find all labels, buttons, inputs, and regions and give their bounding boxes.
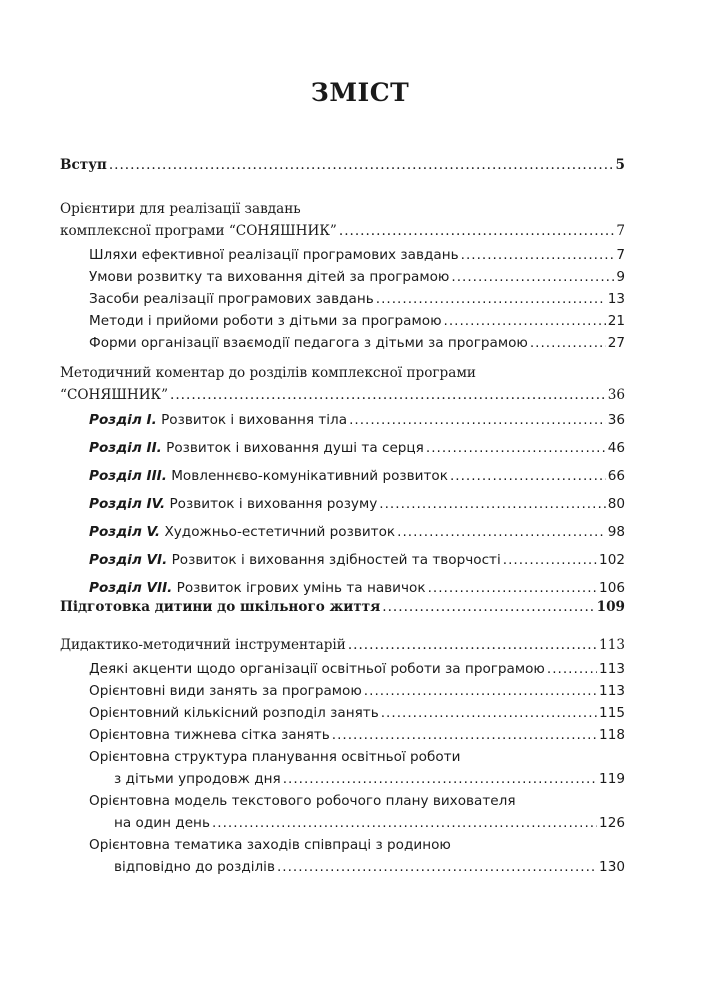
- dot-leader: [444, 310, 606, 332]
- toc-label-line1: Орієнтири для реалізації завдань: [60, 201, 301, 217]
- dot-leader: [397, 518, 606, 546]
- toc-page-number: 5: [615, 157, 625, 173]
- toc-subentry-rozdil-4[interactable]: [89, 490, 625, 518]
- dot-leader: [283, 768, 597, 790]
- toc-label-line2: на один день: [114, 815, 210, 831]
- dot-leader: [376, 288, 606, 310]
- rozdil-prefix: Розділ IV.: [89, 496, 166, 512]
- toc-label: Розвиток і виховання душі та серця: [166, 440, 424, 456]
- rozdil-prefix: Розділ VII.: [89, 580, 173, 596]
- toc-label: Розвиток і виховання розуму: [169, 496, 378, 512]
- toc-label: Шляхи ефективної реалізації програмових завдань: [89, 247, 459, 263]
- toc-page-number: 113: [599, 661, 625, 677]
- toc-page-number: 9: [616, 269, 625, 285]
- toc-label-line2: комплексної програми “СОНЯШНИК”: [60, 223, 337, 239]
- toc-page-number: 27: [607, 335, 625, 351]
- rozdil-prefix: Розділ V.: [89, 524, 161, 540]
- dot-leader: [426, 434, 606, 462]
- toc-subentry[interactable]: [89, 680, 625, 702]
- toc-subentry[interactable]: [89, 702, 625, 724]
- toc-label: Вступ: [60, 157, 107, 173]
- toc-page-number: 119: [599, 771, 625, 787]
- dot-leader: [348, 634, 597, 656]
- toc-label-line1: Методичний коментар до розділів комплексної програми: [60, 365, 476, 381]
- toc-page-number: 113: [599, 637, 625, 653]
- toc-label: Орієнтовні види занять за програмою: [89, 683, 362, 699]
- toc-subentry-rozdil-1[interactable]: [89, 406, 625, 434]
- toc-label-line1: Орієнтовна модель текстового робочого плану вихователя: [89, 793, 516, 809]
- toc-label-line2: з дітьми упродовж дня: [114, 771, 281, 787]
- dot-leader: [450, 462, 606, 490]
- dot-leader: [461, 244, 615, 266]
- dot-leader: [451, 266, 614, 288]
- dot-leader: [277, 856, 597, 878]
- page-title: ЗМІСТ: [310, 78, 410, 107]
- toc-page-number: 102: [599, 552, 625, 568]
- toc-page-number: 36: [607, 387, 625, 403]
- toc-label-line1: Орієнтовна структура планування освітньої роботи: [89, 749, 461, 765]
- toc-subentry-multiline[interactable]: [89, 746, 625, 790]
- toc-subentry[interactable]: [89, 244, 625, 266]
- toc-label: Засоби реалізації програмових завдань: [89, 291, 374, 307]
- toc-subentry-rozdil-5[interactable]: [89, 518, 625, 546]
- rozdil-prefix: Розділ II.: [89, 440, 162, 456]
- toc-subentry-rozdil-6[interactable]: [89, 546, 625, 574]
- toc-label: Деякі акценти щодо організації освітньої роботи за програмою: [89, 661, 545, 677]
- toc-entry-intro[interactable]: [60, 154, 625, 176]
- toc-subentry-multiline[interactable]: [89, 790, 625, 834]
- dot-leader: [381, 702, 597, 724]
- toc-label: Розвиток ігрових умінь та навичок: [176, 580, 426, 596]
- toc-page-number: 115: [599, 705, 625, 721]
- toc-label: Форми організації взаємодії педагога з дітьми за програмою: [89, 335, 528, 351]
- rozdil-prefix: Розділ VI.: [89, 552, 168, 568]
- toc-label: Художньо-естетичний розвиток: [164, 524, 396, 540]
- toc-page-number: 21: [607, 313, 625, 329]
- dot-leader: [364, 680, 597, 702]
- dot-leader: [503, 546, 597, 574]
- toc-subentry-rozdil-2[interactable]: [89, 434, 625, 462]
- toc-label: Орієнтовний кількісний розподіл занять: [89, 705, 379, 721]
- toc-page-number: 109: [596, 599, 625, 615]
- toc-page-number: 80: [607, 496, 625, 512]
- toc-page-number: 13: [607, 291, 625, 307]
- toc-page-number: 7: [616, 247, 625, 263]
- rozdil-prefix: Розділ I.: [89, 412, 157, 428]
- dot-leader: [109, 154, 614, 176]
- toc-label-line2: “СОНЯШНИК”: [60, 387, 169, 403]
- toc-subentry[interactable]: [89, 724, 625, 746]
- toc-label: Орієнтовна тижнева сітка занять: [89, 727, 330, 743]
- toc-label: Дидактико-методичний інструментарій: [60, 637, 346, 653]
- toc-page-number: 66: [607, 468, 625, 484]
- toc-label: Підготовка дитини до шкільного життя: [60, 599, 381, 615]
- toc-page-number: 36: [607, 412, 625, 428]
- toc-page-number: 106: [599, 580, 625, 596]
- dot-leader: [382, 596, 594, 618]
- dot-leader: [379, 490, 605, 518]
- toc-label-line2: відповідно до розділів: [114, 859, 275, 875]
- toc-subentry[interactable]: [89, 332, 625, 354]
- dot-leader: [212, 812, 597, 834]
- toc-page-number: 46: [607, 440, 625, 456]
- toc-entry-metodychnyi[interactable]: [60, 362, 625, 406]
- toc-subentry-multiline[interactable]: [89, 834, 625, 878]
- toc-label: Методи і прийоми роботи з дітьми за програмою: [89, 313, 442, 329]
- toc-page-number: 118: [599, 727, 625, 743]
- toc-entry-dydaktyko[interactable]: [60, 634, 625, 656]
- toc-subentry[interactable]: [89, 288, 625, 310]
- toc-label: Умови розвитку та виховання дітей за програмою: [89, 269, 450, 285]
- toc-label-line1: Орієнтовна тематика заходів співпраці з родиною: [89, 837, 451, 853]
- toc-subentry[interactable]: [89, 266, 625, 288]
- toc-label: Розвиток і виховання здібностей та творчості: [171, 552, 501, 568]
- toc-page-number: 126: [599, 815, 625, 831]
- toc-subentry-rozdil-3[interactable]: [89, 462, 625, 490]
- toc-page-number: 113: [599, 683, 625, 699]
- dot-leader: [332, 724, 597, 746]
- toc-label: Розвиток і виховання тіла: [161, 412, 348, 428]
- toc-label: Мовленнєво-комунікативний розвиток: [171, 468, 448, 484]
- rozdil-prefix: Розділ III.: [89, 468, 167, 484]
- dot-leader: [547, 658, 597, 680]
- toc-page-number: 130: [599, 859, 625, 875]
- dot-leader: [339, 220, 614, 242]
- toc-page-number: 7: [616, 223, 625, 239]
- toc-page-number: 98: [607, 524, 625, 540]
- dot-leader: [170, 384, 606, 406]
- toc-entry-pidgotovka[interactable]: [60, 596, 625, 618]
- toc-subentry[interactable]: [89, 658, 625, 680]
- dot-leader: [349, 406, 606, 434]
- dot-leader: [530, 332, 606, 354]
- toc-subentry[interactable]: [89, 310, 625, 332]
- toc-entry-orientyry[interactable]: [60, 198, 625, 242]
